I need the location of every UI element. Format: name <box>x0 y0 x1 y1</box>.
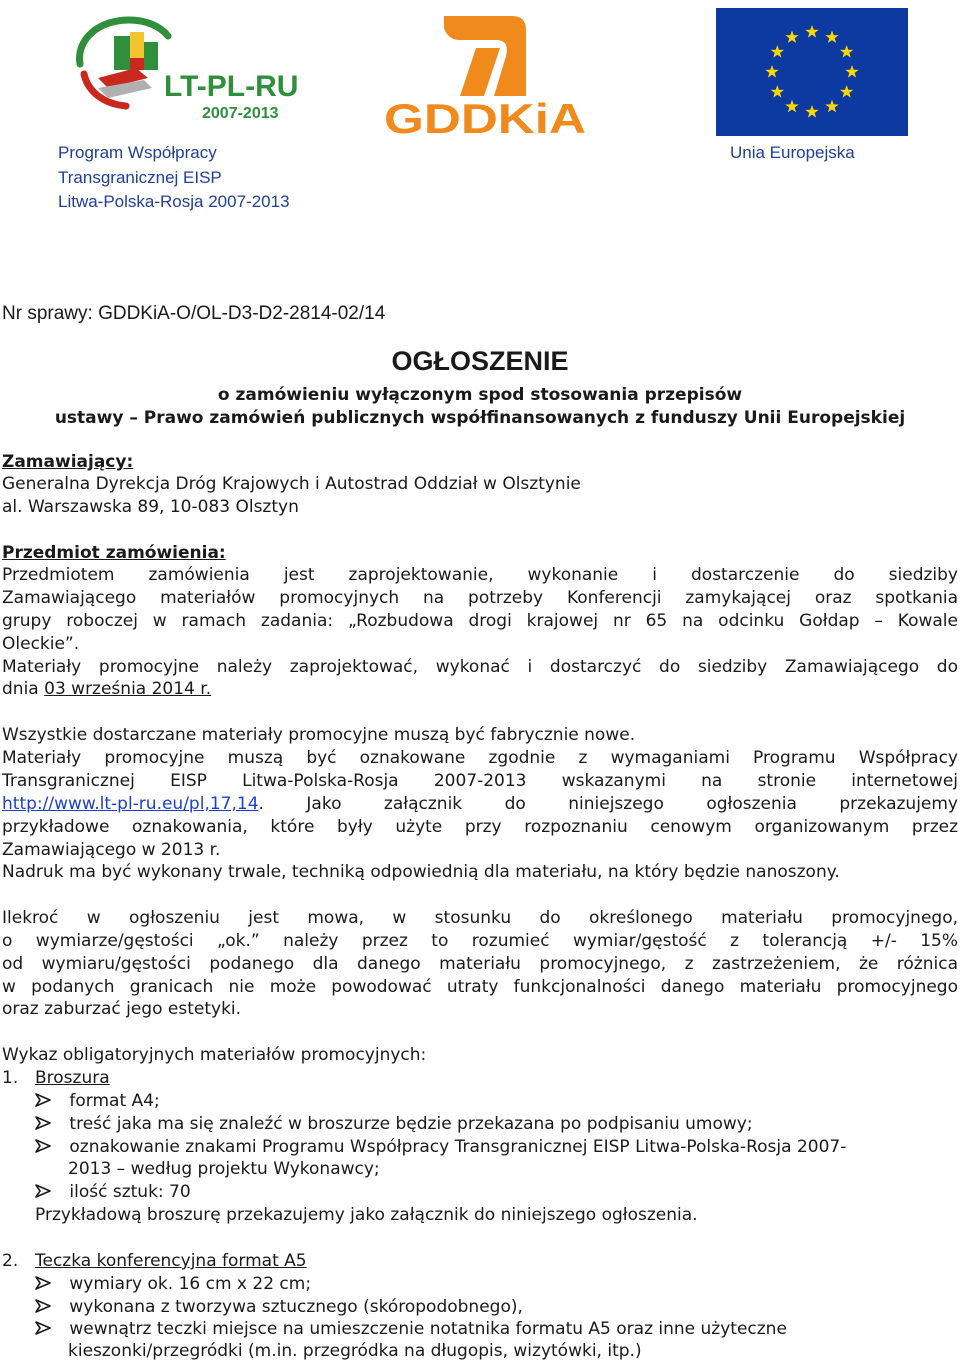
gddkia-logo <box>384 10 588 142</box>
list-item <box>35 1296 523 1319</box>
arrow-bullet-icon <box>35 1139 51 1153</box>
subject-line: Materiały promocyjne należy zaprojektować, wykonać i dostarczyć do siedziby Zamawiającego do <box>2 657 958 677</box>
bullet-text: wewnątrz teczki miejsce na umieszczenie notatnika formatu A5 oraz inne użyteczne <box>69 1319 787 1339</box>
list-item <box>35 1136 846 1159</box>
page-title: OGŁOSZENIE <box>391 346 569 376</box>
list-heading: Wykaz obligatoryjnych materiałów promocyjnych: <box>2 1045 427 1065</box>
bullet-text: oznakowanie znakami Programu Współpracy Transgranicznej EISP Litwa-Polska-Rosja 2007- <box>69 1137 847 1157</box>
list-item <box>35 1090 160 1113</box>
item-number: 1. <box>2 1068 19 1088</box>
tolerance-line: o wymiarze/gęstości „ok.” należy przez to rozumieć wymiar/gęstość z tolerancją +/- 15% <box>2 931 958 951</box>
lt-pl-ru-years: 2007-2013 <box>202 105 279 122</box>
arrow-bullet-icon <box>35 1184 51 1198</box>
buyer-heading: Zamawiający: <box>2 452 134 472</box>
subject-line: Zamawiającego materiałów promocyjnych na potrzeby Konferencji zamykającej oraz spotkania <box>2 588 958 608</box>
marking-line: przykładowe oznakowania, które były użyte przy rozpoznaniu cenowym organizowanym przez <box>2 817 958 837</box>
list-item <box>35 1273 311 1296</box>
lt-pl-ru-logo <box>74 14 299 126</box>
subject-heading: Przedmiot zamówienia: <box>2 543 226 563</box>
new-materials-paragraph: Wszystkie dostarczane materiały promocyjne muszą być fabrycznie nowe. <box>2 725 636 745</box>
arrow-bullet-icon <box>35 1299 51 1313</box>
print-line: Nadruk ma być wykonany trwale, techniką odpowiednią dla materiału, na który będzie nanoszony. <box>2 862 840 882</box>
tolerance-line: Ilekroć w ogłoszeniu jest mowa, w stosunku do określonego materiału promocyjnego, <box>2 908 958 928</box>
marking-line-rest: . Jako załącznik do niniejszego ogłoszenia przekazujemy <box>258 794 958 814</box>
marking-line: Zamawiającego w 2013 r. <box>2 840 221 860</box>
bullet-text: wykonana z tworzywa sztucznego (skóropodobnego), <box>69 1297 523 1317</box>
gddkia-wordmark: GDDKiA <box>384 95 586 142</box>
buyer-name: Generalna Dyrekcja Dróg Krajowych i Autostrad Oddział w Olsztynie <box>2 474 581 494</box>
item-name: Broszura <box>35 1068 110 1088</box>
item-note: Przykładową broszurę przekazujemy jako załącznik do niniejszego ogłoszenia. <box>35 1205 698 1225</box>
arrow-bullet-icon <box>35 1321 51 1335</box>
arrow-bullet-icon <box>35 1093 51 1107</box>
subject-line: Przedmiotem zamówienia jest zaprojektowanie, wykonanie i dostarczenie do siedziby <box>2 565 958 585</box>
tolerance-line: w podanych granicach nie może powodować utraty funkcjonalności danego materiału promocyjnego <box>2 977 958 997</box>
deadline-date: 03 września 2014 r. <box>44 679 212 699</box>
list-item <box>35 1318 787 1341</box>
subject-line: Oleckie”. <box>2 634 80 654</box>
marking-line: Transgranicznej EISP Litwa-Polska-Rosja 2007-2013 wskazanymi na stronie internetowej <box>2 771 958 791</box>
list-item-continuation: kieszonki/przegródki (m.in. przegródka na długopis, wizytówki, itp.) <box>68 1341 642 1361</box>
list-item-continuation: 2013 – według projektu Wykonawcy; <box>68 1159 380 1179</box>
tolerance-line: od wymiaru/gęstości podanego dla danego materiału promocyjnego, z zastrzeżeniem, że różnica <box>2 954 958 974</box>
program-name <box>58 141 290 215</box>
bullet-text: treść jaka ma się znaleźć w broszurze będzie przekazana po podpisaniu umowy; <box>69 1114 753 1134</box>
subtitle: ustawy – Prawo zamówień publicznych współfinansowanych z funduszy Unii Europejskiej <box>54 408 906 428</box>
list-item <box>35 1113 753 1136</box>
subtitle: o zamówieniu wyłączonym spod stosowania przepisów <box>217 385 743 405</box>
deadline-prefix: dnia <box>2 679 45 699</box>
item-name: Teczka konferencyjna format A5 <box>35 1251 307 1271</box>
case-number: Nr sprawy: GDDKiA-O/OL-D3-D2-2814-02/14 <box>2 303 386 324</box>
bullet-text: ilość sztuk: 70 <box>69 1182 191 1202</box>
subject-line: grupy roboczej w ramach zadania: „Rozbudowa drogi krajowej nr 65 na odcinku Gołdap – Kowale <box>2 611 958 631</box>
program-line: Litwa-Polska-Rosja 2007-2013 <box>58 192 290 211</box>
marking-line: Materiały promocyjne muszą być oznakowane zgodnie z wymaganiami Programu Współpracy <box>2 748 958 768</box>
bullet-text: wymiary ok. 16 cm x 22 cm; <box>69 1274 312 1294</box>
arrow-bullet-icon <box>35 1276 51 1290</box>
item-number: 2. <box>2 1251 19 1271</box>
eu-flag <box>716 8 908 136</box>
bullet-text: format A4; <box>69 1091 160 1111</box>
buyer-address: al. Warszawska 89, 10-083 Olsztyn <box>2 497 299 517</box>
lt-pl-ru-wordmark: LT-PL-RU <box>164 70 299 103</box>
arrow-bullet-icon <box>35 1116 51 1130</box>
program-link[interactable]: http://www.lt-pl-ru.eu/pl,17,14 <box>2 794 259 814</box>
eu-label: Unia Europejska <box>730 143 855 162</box>
program-line: Program Współpracy <box>58 143 217 162</box>
program-line: Transgranicznej EISP <box>58 167 222 187</box>
tolerance-line: oraz zaburzać jego estetyki. <box>2 999 242 1019</box>
deadline-line <box>2 678 958 701</box>
marking-link-line <box>2 793 958 816</box>
list-item <box>35 1181 191 1204</box>
